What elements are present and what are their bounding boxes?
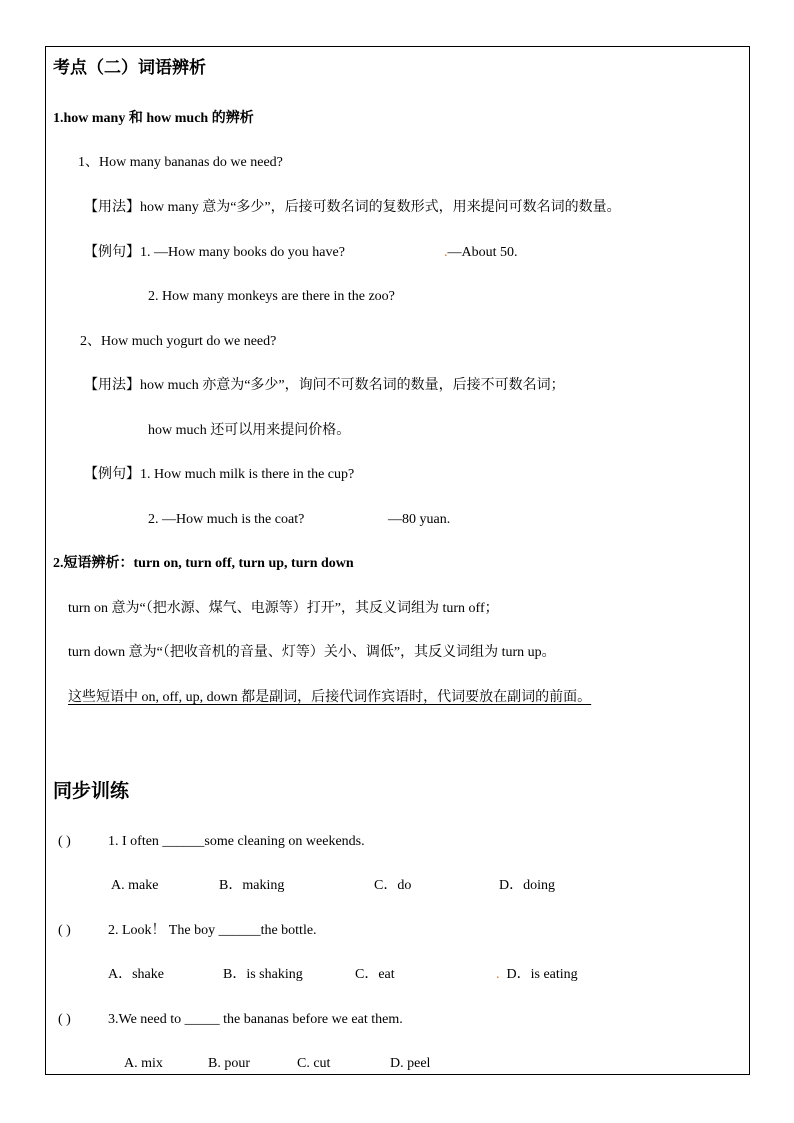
q1-option-d[interactable]: D．doing [499,878,555,893]
answer-bracket-1[interactable]: ( ) [58,834,71,849]
q1-option-c[interactable]: C．do [374,878,412,893]
q1-option-a[interactable]: A. make [111,878,159,893]
q2-option-d[interactable]: . D．is eating [496,967,578,982]
example-how-many-1: 【例句】1. —How many books do you have? [84,245,345,260]
q3-option-b[interactable]: B. pour [208,1056,250,1071]
example-how-much-1: 【例句】1. How much milk is there in the cup? [84,467,355,482]
q2-option-c[interactable]: C．eat [355,967,395,982]
q1-option-b[interactable]: B．making [219,878,285,893]
example-how-much-2-answer: —80 yuan. [388,512,451,527]
example-how-much-2: 2. —How much is the coat? [148,512,305,527]
usage-how-much-b: how much 还可以用来提问价格。 [148,423,351,438]
question-2-stem: 2. Look！ The boy ______the bottle. [108,923,317,938]
answer-bracket-2[interactable]: ( ) [58,923,71,938]
example-how-many-1-answer: .—About 50. [444,245,518,260]
q2-option-a[interactable]: A．shake [108,967,164,982]
question-3-stem: 3.We need to _____ the bananas before we eat them. [108,1012,403,1027]
section-title: 考点（二）词语辨析 [53,58,206,77]
turn-on-explanation: turn on 意为“（把水源、煤气、电源等）打开”，其反义词组为 turn off； [68,601,499,616]
part2-heading: 2.短语辨析：turn on, turn off, turn up, turn down [53,556,354,571]
example-how-many-2: 2. How many monkeys are there in the zoo? [148,289,395,304]
q3-option-a[interactable]: A. mix [124,1056,163,1071]
question-2-how-much: 2、How much yogurt do we need? [80,334,277,349]
part1-heading: 1.how many 和 how much 的辨析 [53,111,254,126]
q2-option-b[interactable]: B．is shaking [223,967,303,982]
practice-title: 同步训练 [53,781,130,802]
turn-down-explanation: turn down 意为“（把收音机的音量、灯等）关小、调低”，其反义词组为 turn up。 [68,645,556,660]
adverb-note: 这些短语中 on, off, up, down 都是副词，后接代词作宾语时，代词要放在副词的前面。 [68,690,592,705]
question-1-how-many: 1、How many bananas do we need? [78,155,283,170]
usage-how-many: 【用法】how many 意为“多少”，后接可数名词的复数形式，用来提问可数名词的数量。 [84,200,621,215]
question-1-stem: 1. I often ______some cleaning on weekends. [108,834,365,849]
q3-option-c[interactable]: C. cut [297,1056,331,1071]
answer-bracket-3[interactable]: ( ) [58,1012,71,1027]
q3-option-d[interactable]: D. peel [390,1056,431,1071]
usage-how-much-a: 【用法】how much 亦意为“多少”，询问不可数名词的数量，后接不可数名词； [84,378,565,393]
